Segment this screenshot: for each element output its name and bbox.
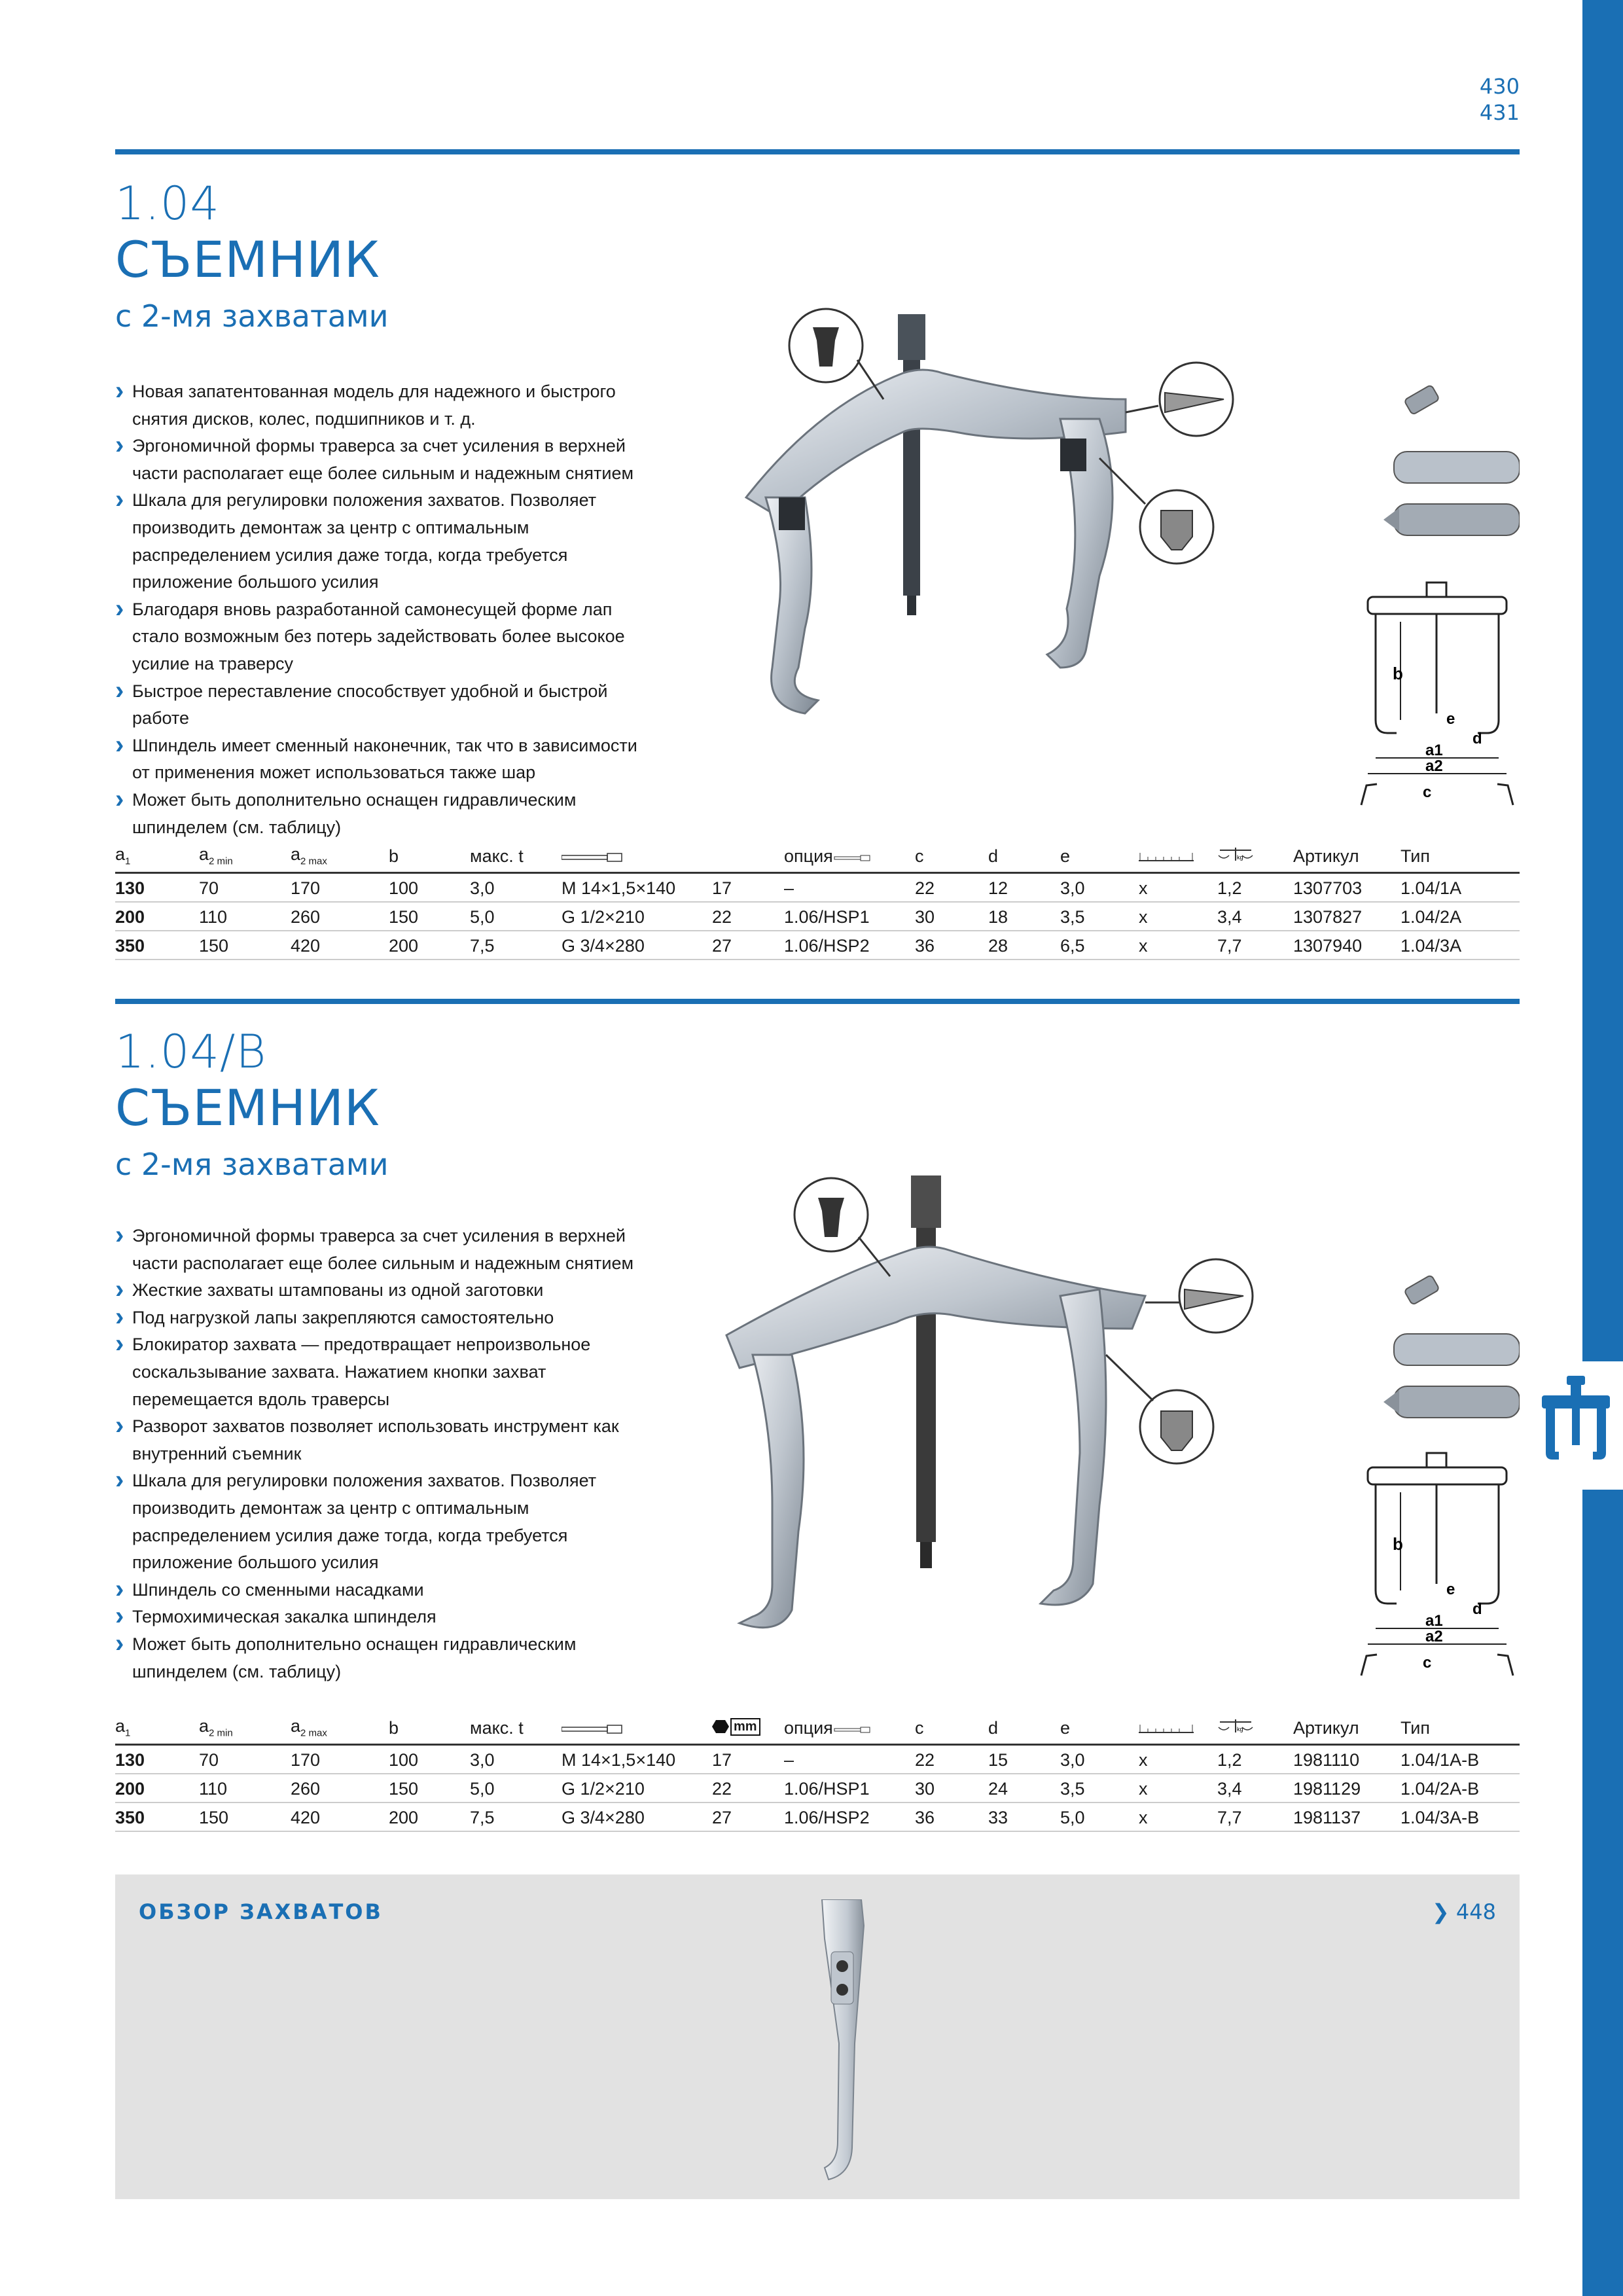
col-e: e bbox=[1060, 831, 1139, 873]
overview-title: ОБЗОР ЗАХВАТОВ bbox=[139, 1899, 383, 1924]
table-row: 350 150 420 200 7,5 G 3/4×280 27 1.06/HSP2 36 28 6,5 x 7,7 1307940 1.04/3A bbox=[115, 931, 1520, 960]
ruler-scale-icon bbox=[1139, 1722, 1194, 1734]
col-weight bbox=[1217, 831, 1293, 873]
section-title: СЪЕМНИК bbox=[115, 230, 380, 289]
page-number-right: 431 bbox=[1479, 100, 1520, 125]
table-header-row bbox=[115, 1703, 1520, 1745]
spindle-icon bbox=[562, 1725, 624, 1734]
spec-table bbox=[115, 831, 1520, 960]
puller-product-image bbox=[707, 301, 1257, 720]
col-article: Артикул bbox=[1293, 1703, 1400, 1745]
feature-item: › Шкала для регулировки положения захватов. Позволяет производить демонтаж за центр с оптимальным распределением усилия даже тогда, когда требуется приложение большого усилия bbox=[115, 487, 652, 596]
puller-product-image bbox=[713, 1165, 1270, 1636]
hex-key-icon: mm bbox=[712, 1718, 760, 1736]
col-b: b bbox=[389, 831, 470, 873]
col-e: e bbox=[1060, 1703, 1139, 1745]
feature-item: › Может быть дополнительно оснащен гидравлическим шпинделем (см. таблицу) bbox=[115, 1631, 652, 1685]
spindle-icon bbox=[833, 1726, 872, 1734]
col-hex bbox=[712, 1703, 784, 1745]
dim-label-c: c bbox=[1423, 783, 1432, 801]
spindle-tip-images bbox=[1381, 380, 1520, 543]
dim-label-e: e bbox=[1446, 1581, 1455, 1598]
dim-label-e: e bbox=[1446, 710, 1455, 728]
dimension-diagram bbox=[1355, 1446, 1520, 1682]
dimension-diagram bbox=[1355, 576, 1520, 812]
spindle-tip-images bbox=[1381, 1250, 1520, 1427]
col-type: Тип bbox=[1400, 1703, 1520, 1745]
weight-scale-icon bbox=[1217, 1718, 1254, 1734]
feature-item: › Под нагрузкой лапы закрепляются самостоятельно bbox=[115, 1304, 652, 1332]
col-d: d bbox=[988, 831, 1060, 873]
spindle-icon bbox=[833, 854, 872, 862]
feature-list bbox=[115, 1223, 652, 1685]
section-number: 1.04/B bbox=[115, 1025, 267, 1079]
section-title: СЪЕМНИК bbox=[115, 1079, 380, 1137]
dim-label-b: b bbox=[1393, 664, 1403, 683]
dim-label-a1: a1 bbox=[1425, 1612, 1443, 1630]
overview-link-page: 448 bbox=[1455, 1899, 1496, 1924]
col-max-t: макс. t bbox=[470, 1703, 562, 1745]
feature-item: › Разворот захватов позволяет использовать инструмент как внутренний съемник bbox=[115, 1413, 652, 1467]
spec-table bbox=[115, 1703, 1520, 1832]
col-spindle bbox=[562, 1703, 712, 1745]
spindle-icon bbox=[562, 853, 624, 862]
feature-item: › Эргономичной формы траверса за счет усиления в верхней части располагает еще более сильным и надежным снятием bbox=[115, 1223, 652, 1277]
dim-label-d: d bbox=[1472, 1600, 1482, 1618]
section-divider bbox=[115, 999, 1520, 1004]
table-row: 200 110 260 150 5,0 G 1/2×210 22 1.06/HSP1 30 24 3,5 x 3,4 1981129 1.04/2A-B bbox=[115, 1774, 1520, 1803]
table-row: 130 70 170 100 3,0 M 14×1,5×140 17 – 22 12 3,0 x 1,2 1307703 1.04/1A bbox=[115, 873, 1520, 903]
dim-label-d: d bbox=[1472, 730, 1482, 747]
table-header-row bbox=[115, 831, 1520, 873]
jaw-image bbox=[809, 1899, 887, 2181]
dim-label-c: c bbox=[1423, 1654, 1432, 1672]
col-scale bbox=[1139, 1703, 1217, 1745]
feature-item: › Шкала для регулировки положения захватов. Позволяет производить демонтаж за центр с оптимальным распределением усилия даже тогда, когда требуется приложение большого усилия bbox=[115, 1467, 652, 1576]
col-c: c bbox=[915, 831, 988, 873]
category-tab[interactable] bbox=[1529, 1361, 1623, 1490]
feature-item: › Шпиндель имеет сменный наконечник, так что в зависимости от применения может использоваться также шар bbox=[115, 732, 652, 787]
col-scale bbox=[1139, 831, 1217, 873]
col-hex bbox=[712, 831, 784, 873]
side-color-bar bbox=[1582, 0, 1623, 2296]
col-c: c bbox=[915, 1703, 988, 1745]
col-weight bbox=[1217, 1703, 1293, 1745]
dim-label-a1: a1 bbox=[1425, 742, 1443, 759]
dim-label-b: b bbox=[1393, 1534, 1403, 1554]
col-option: опция bbox=[784, 1703, 915, 1745]
col-a2min: $a_{2 min}$ bbox=[199, 1703, 291, 1745]
feature-item: › Термохимическая закалка шпинделя bbox=[115, 1604, 652, 1631]
col-type: Тип bbox=[1400, 831, 1520, 873]
feature-item: › Шпиндель со сменными насадками bbox=[115, 1577, 652, 1604]
table-row: 130 70 170 100 3,0 M 14×1,5×140 17 – 22 15 3,0 x 1,2 1981110 1.04/1A-B bbox=[115, 1745, 1520, 1774]
col-a1: $a_1$ bbox=[115, 831, 199, 873]
feature-item: › Может быть дополнительно оснащен гидравлическим шпинделем (см. таблицу) bbox=[115, 787, 652, 841]
col-a2max: $a_{2 max}$ bbox=[291, 831, 389, 873]
col-spindle bbox=[562, 831, 712, 873]
overview-page-link[interactable] bbox=[1432, 1899, 1496, 1924]
weight-scale-icon bbox=[1217, 846, 1254, 862]
col-max-t: макс. t bbox=[470, 831, 562, 873]
col-a1: $a_1$ bbox=[115, 1703, 199, 1745]
feature-item: › Благодаря вновь разработанной самонесущей форме лап стало возможным без потерь задействовать более высокое усилие на траверсу bbox=[115, 596, 652, 678]
col-a2min: $a_{2 min}$ bbox=[199, 831, 291, 873]
svg-text:kg: kg bbox=[1237, 1726, 1243, 1732]
section-subtitle: с 2-мя захватами bbox=[115, 298, 389, 334]
dim-label-a2: a2 bbox=[1425, 1628, 1443, 1645]
svg-text:kg: kg bbox=[1237, 854, 1243, 861]
feature-item: › Новая запатентованная модель для надежного и быстрого снятия дисков, колес, подшипников и т. д. bbox=[115, 378, 652, 433]
puller-category-icon bbox=[1529, 1361, 1623, 1490]
col-d: d bbox=[988, 1703, 1060, 1745]
table-row: 350 150 420 200 7,5 G 3/4×280 27 1.06/HSP2 36 33 5,0 x 7,7 1981137 1.04/3A-B bbox=[115, 1803, 1520, 1831]
ruler-scale-icon bbox=[1139, 850, 1194, 862]
section-divider bbox=[115, 149, 1520, 154]
dim-label-a2: a2 bbox=[1425, 757, 1443, 775]
jaws-overview-panel bbox=[115, 1874, 1520, 2199]
section-subtitle: с 2-мя захватами bbox=[115, 1147, 389, 1182]
page-numbers bbox=[1480, 73, 1520, 126]
feature-item: › Эргономичной формы траверса за счет усиления в верхней части располагает еще более сильным и надежным снятием bbox=[115, 433, 652, 487]
feature-item: › Жесткие захваты штампованы из одной заготовки bbox=[115, 1277, 652, 1304]
col-a2max: $a_{2 max}$ bbox=[291, 1703, 389, 1745]
chevron-right-icon: ❯ bbox=[1431, 1899, 1450, 1924]
feature-list bbox=[115, 378, 652, 841]
section-number: 1.04 bbox=[115, 177, 220, 230]
page-number-left: 430 bbox=[1479, 74, 1520, 99]
feature-item: › Быстрое переставление способствует удобной и быстрой работе bbox=[115, 678, 652, 732]
table-row: 200 110 260 150 5,0 G 1/2×210 22 1.06/HSP1 30 18 3,5 x 3,4 1307827 1.04/2A bbox=[115, 902, 1520, 931]
feature-item: › Блокиратор захвата — предотвращает непроизвольное соскальзывание захвата. Нажатием кнопки захват перемещается вдоль траверсы bbox=[115, 1331, 652, 1413]
col-article: Артикул bbox=[1293, 831, 1400, 873]
col-option: опция bbox=[784, 831, 915, 873]
col-b: b bbox=[389, 1703, 470, 1745]
